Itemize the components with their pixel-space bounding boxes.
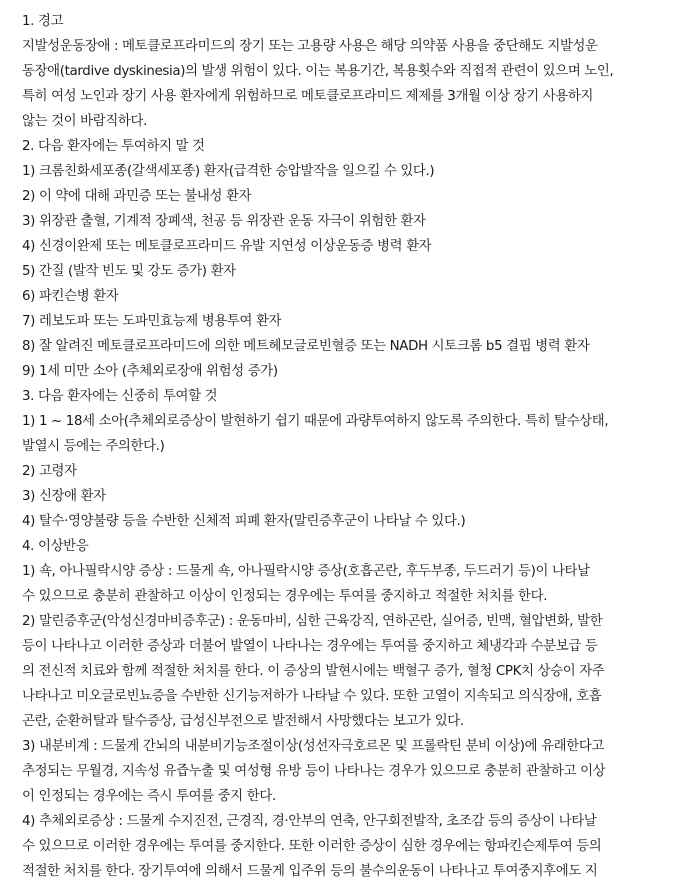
list-item: 3) 신장애 환자 <box>22 489 106 504</box>
text-line: 수 있으므로 이러한 경우에는 투여를 중지한다. 또한 이러한 증상이 심한 경우에는 항파킨슨제투여 등의 <box>22 839 602 854</box>
text-line: 추정되는 무월경, 지속성 유즙누출 및 여성형 유방 등이 나타나는 경우가 있으므로 충분히 관찰하고 이상 <box>22 764 606 779</box>
list-item: 2) 말린증후군(악성신경마비증후군) : 운동마비, 심한 근육강직, 연하곤란, 실어증, 빈맥, 혈압변화, 발한 <box>22 614 603 629</box>
text-line: 나타나고 미오글로빈뇨증을 수반한 신기능저하가 나타날 수 있다. 또한 고열이 지속되고 의식장애, 호흡 <box>22 689 602 704</box>
text-line: 등이 나타나고 이러한 증상과 더불어 발열이 나타나는 경우에는 투여를 중지하고 체냉각과 수분보급 등 <box>22 639 598 654</box>
list-item: 3) 내분비계 : 드물게 간뇌의 내분비기능조절이상(성선자극호르몬 및 프롤락틴 분비 이상)에 유래한다고 <box>22 739 605 754</box>
section-heading-caution: 3. 다음 환자에는 신중히 투여할 것 <box>22 389 218 404</box>
list-item: 3) 위장관 출혈, 기계적 장폐색, 천공 등 위장관 운동 자극이 위험한 환자 <box>22 214 426 229</box>
list-item: 8) 잘 알려진 메토클로프라미드에 의한 메트헤모글로빈혈증 또는 NADH 시토크롬 b5 결핍 병력 환자 <box>22 339 590 354</box>
text-line: 의 전신적 치료와 함께 적절한 처치를 한다. 이 증상의 발현시에는 백혈구 증가, 혈청 CPK치 상승이 자주 <box>22 664 605 679</box>
text-line: 적절한 처치를 한다. 장기투여에 의해서 드물게 입주위 등의 불수의운동이 나타나고 투여중지후에도 지 <box>22 864 598 879</box>
list-item: 5) 간질 (발작 빈도 및 강도 증가) 환자 <box>22 264 236 279</box>
list-item: 4) 추체외로증상 : 드물게 수지진전, 근경직, 경·안부의 연축, 안구회전발작, 초조감 등의 증상이 나타날 <box>22 814 597 829</box>
list-item: 6) 파킨슨병 환자 <box>22 289 119 304</box>
text-line: 수 있으므로 충분히 관찰하고 이상이 인정되는 경우에는 투여를 중지하고 적절한 처치를 한다. <box>22 589 548 604</box>
list-item: 2) 이 약에 대해 과민증 또는 불내성 환자 <box>22 189 252 204</box>
section-heading-contraindications: 2. 다음 환자에는 투여하지 말 것 <box>22 139 205 154</box>
text-line: 동장애(tardive dyskinesia)의 발생 위험이 있다. 이는 복용기간, 복용횟수와 직접적 관련이 있으며 노인, <box>22 64 614 79</box>
text-line: 특히 여성 노인과 장기 사용 환자에게 위험하므로 메토클로프라미드 제제를 3개월 이상 장기 사용하지 <box>22 89 594 104</box>
list-item: 7) 레보도파 또는 도파민효능제 병용투여 환자 <box>22 314 282 329</box>
list-item: 1) 1 ~ 18세 소아(추체외로증상이 발현하기 쉽기 때문에 과량투여하지 않도록 주의한다. 특히 탈수상태, <box>22 414 609 429</box>
section-heading-adverse-reactions: 4. 이상반응 <box>22 539 89 554</box>
text-line: 지발성운동장애 : 메토클로프라미드의 장기 또는 고용량 사용은 해당 의약품 사용을 중단해도 지발성운 <box>22 39 598 54</box>
list-item: 4) 탈수·영양불량 등을 수반한 신체적 피폐 환자(말린증후군이 나타날 수 있다.) <box>22 514 466 529</box>
list-item: 4) 신경이완제 또는 메토클로프라미드 유발 지연성 이상운동증 병력 환자 <box>22 239 432 254</box>
list-item: 2) 고령자 <box>22 464 77 479</box>
text-line: 않는 것이 바람직하다. <box>22 114 147 129</box>
section-heading-warning: 1. 경고 <box>22 14 64 29</box>
list-item: 9) 1세 미만 소아 (추체외로장애 위험성 증가) <box>22 364 278 379</box>
text-line: 발열시 등에는 주의한다.) <box>22 439 165 454</box>
text-line: 이 인정되는 경우에는 즉시 투여를 중지 한다. <box>22 789 276 804</box>
list-item: 1) 쇽, 아나필락시양 증상 : 드물게 쇽, 아나필락시양 증상(호흡곤란, 후두부종, 두드러기 등)이 나타날 <box>22 564 590 579</box>
text-line: 곤란, 순환허탈과 탈수증상, 급성신부전으로 발전해서 사망했다는 보고가 있다. <box>22 714 464 729</box>
list-item: 1) 크롬친화세포종(갈색세포종) 환자(급격한 승압발작을 일으킬 수 있다.) <box>22 164 435 179</box>
